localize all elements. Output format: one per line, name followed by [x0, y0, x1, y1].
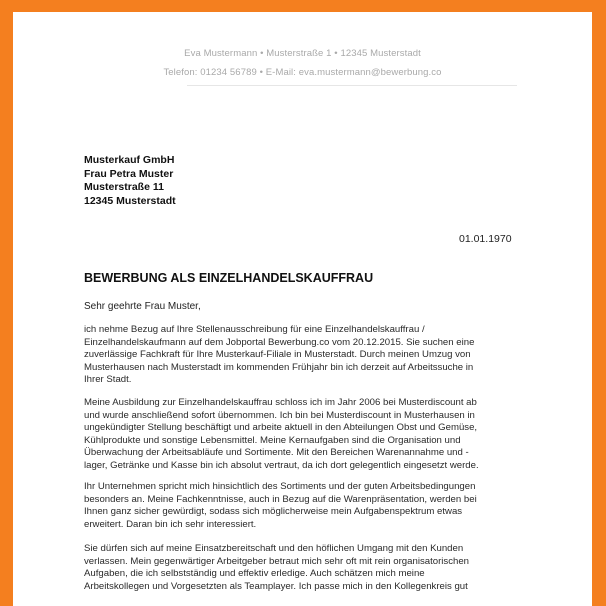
text-line: ich nehme Bezug auf Ihre Stellenausschreibung für eine Einzelhandelskauffrau / — [84, 324, 425, 335]
text-line: besonders an. Meine Fachkenntnisse, auch in Bezug auf die Warenpräsentation, werden bei — [84, 493, 477, 505]
text-line: Ihrer Stadt. — [84, 374, 132, 386]
text-line: Meine Ausbildung zur Einzelhandelskauffrau schloss ich im Jahr 2006 bei Musterdiscount ab — [84, 397, 477, 408]
text-line: ungekündigter Stellung beschäftigt und arbeite aktuell in den Abteilungen Obst und Gemüse, — [84, 422, 478, 434]
recipient-company: Musterkauf GmbH — [84, 154, 175, 166]
text-line: Überwachung der Arbeitsabläufe und Sortimente. Mit den Bereichen Warenannahme und - — [84, 447, 469, 459]
letterhead-contact: Telefon: 01234 56789 • E-Mail: eva.mustermann@bewerbung.co — [163, 67, 442, 78]
text-line: und wurde anschließend sofort übernommen. Ich bin bei Musterdiscount in Musterhausen in — [84, 409, 475, 421]
text-line: Aufgaben, die ich selbstständig und effektiv erledige. Auch schätzen mich meine — [84, 568, 425, 580]
text-line: Sie dürfen sich auf meine Einsatzbereitschaft und den höflichen Umgang mit den Kunden — [84, 543, 464, 554]
text-line: Musterhausen nach Musterstadt im kommenden Frühjahr bin ich derzeit auf Arbeitssuche in — [84, 361, 474, 373]
letterhead-divider — [187, 85, 517, 86]
text-line: erweitert. Daran bin ich sehr interessiert. — [84, 518, 257, 530]
text-line: Kühlprodukte und sonstige Lebensmittel. Meine Kernaufgaben sind die Organisation und — [84, 434, 461, 446]
letterhead-address: Eva Mustermann • Musterstraße 1 • 12345 Musterstadt — [184, 48, 421, 59]
paragraph-3 — [84, 481, 524, 531]
text-line: Arbeitskollegen und Vorgesetzten als Teamplayer. Ich passe mich in den Kollegenkreis gut — [84, 580, 468, 592]
text-line: lager, Getränke und Kasse bin ich absolut vertraut, da ich dort gelegentlich eingesetzt werde. — [84, 459, 479, 471]
paragraph-2 — [84, 397, 524, 473]
salutation: Sehr geehrte Frau Muster, — [84, 301, 201, 312]
paragraph-1 — [84, 324, 524, 387]
recipient-street: Musterstraße 11 — [84, 181, 164, 194]
letter-subject: BEWERBUNG ALS EINZELHANDELSKAUFFRAU — [84, 271, 374, 285]
text-line: zuverlässige Fachkraft für Ihre Musterkauf-Filiale in Musterstadt. Durch meinen Umzug von — [84, 349, 471, 361]
paragraph-4 — [84, 543, 524, 593]
letter-page — [13, 12, 592, 606]
text-line: Einzelhandelskaufmann auf dem Jobportal Bewerbung.co vom 20.12.2015. Sie suchen eine — [84, 336, 475, 348]
text-line: verlassen. Mein gegenwärtiger Arbeitgeber betraut mich sehr oft mit rein organisatorischen — [84, 555, 470, 567]
recipient-person: Frau Petra Muster — [84, 167, 174, 180]
text-line: Ihr Unternehmen spricht mich hinsichtlich des Sortiments und der guten Arbeitsbedingungen — [84, 481, 476, 492]
text-line: Ihnen ganz sicher gewürdigt, sodass sich möglicherweise mein Aufgabenspektrum etwas — [84, 506, 463, 518]
recipient-address — [84, 154, 176, 208]
letter-date: 01.01.1970 — [459, 233, 512, 245]
recipient-city: 12345 Musterstadt — [84, 194, 176, 207]
